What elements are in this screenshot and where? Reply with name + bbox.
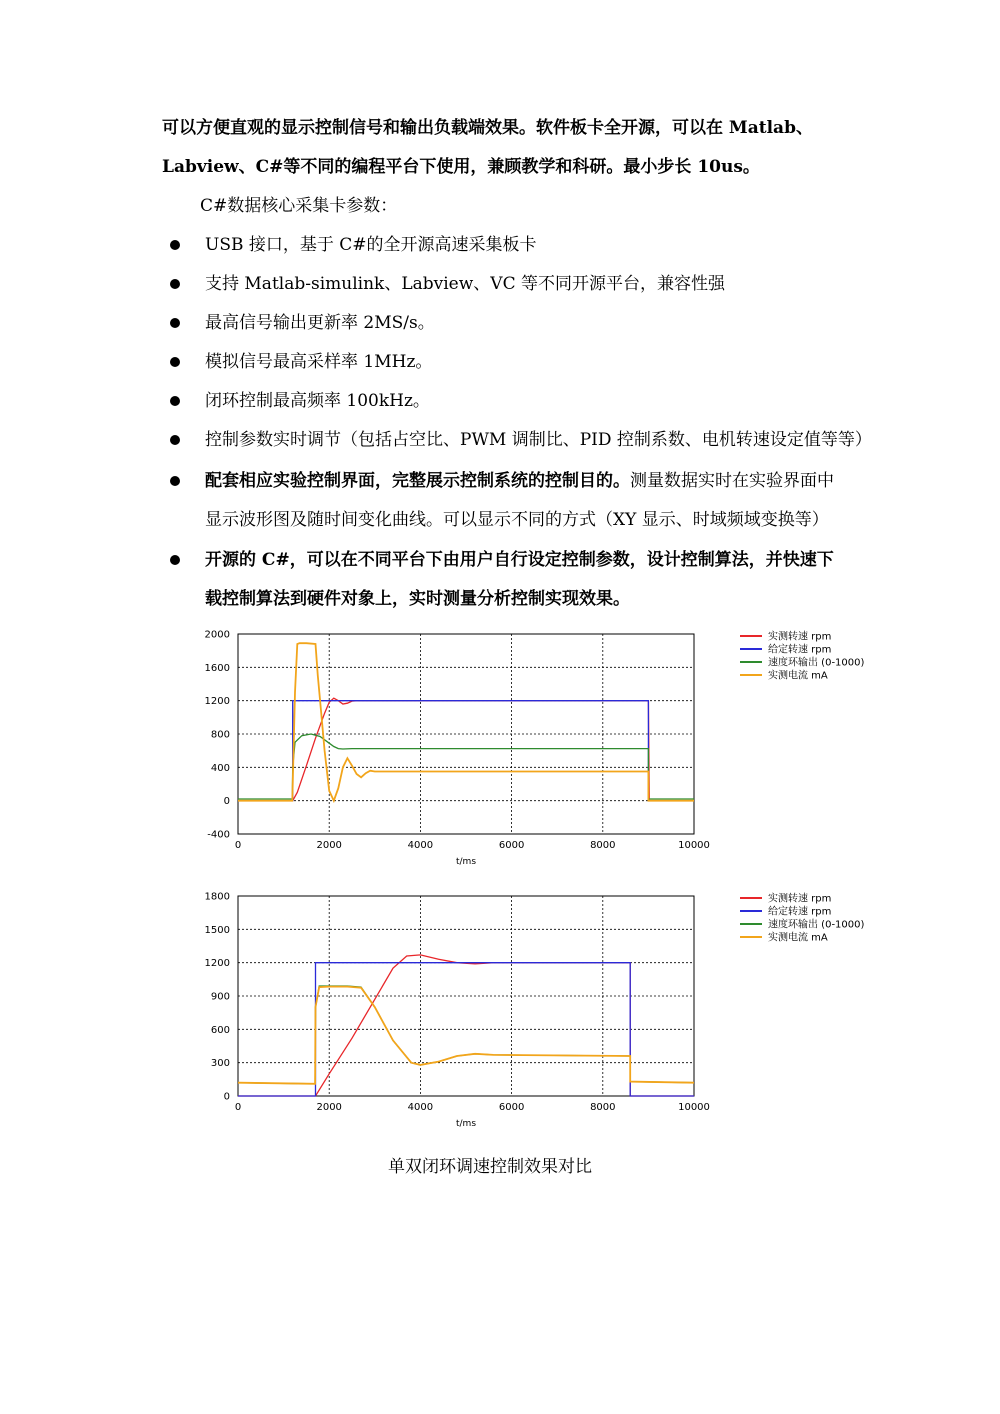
y-tick-label: 1800 xyxy=(204,891,230,903)
x-tick-label: 6000 xyxy=(498,840,525,851)
intro-line-1: 可以方便直观的显示控制信号和输出负载端效果。软件板卡全开源，可以在 Matlab、 xyxy=(162,118,813,138)
legend-label: 实测转速 rpm xyxy=(768,893,832,905)
double-loop-chart xyxy=(180,884,900,1129)
bullet-dot-icon xyxy=(170,240,180,250)
bullet-item: 闭环控制最高频率 100kHz。 xyxy=(205,391,430,411)
bullet-item: 开源的 C#，可以在不同平台下由用户自行设定控制参数，设计控制算法，并快速下 xyxy=(205,550,834,570)
y-tick-label: 300 xyxy=(210,1058,230,1070)
params-heading: C#数据核心采集卡参数： xyxy=(200,196,398,216)
bullet-dot-icon xyxy=(170,357,180,367)
x-tick-label: 0 xyxy=(234,1102,242,1113)
figure-caption: 单双闭环调速控制效果对比 xyxy=(388,1157,592,1177)
legend-label: 实测电流 mA xyxy=(768,932,828,944)
y-tick-label: 1200 xyxy=(204,696,230,708)
bullet-item: 支持 Matlab-simulink、Labview、VC 等不同开源平台，兼容性强 xyxy=(205,274,725,294)
bullet-item-continuation: 载控制算法到硬件对象上，实时测量分析控制实现效果。 xyxy=(205,589,630,609)
x-axis-label: t/ms xyxy=(455,1119,477,1129)
bullet-dot-icon xyxy=(170,555,180,565)
bullet-item xyxy=(205,469,834,493)
y-tick-label: -400 xyxy=(207,829,230,841)
y-tick-label: 1200 xyxy=(204,958,230,970)
x-tick-label: 10000 xyxy=(678,1102,710,1113)
x-tick-label: 8000 xyxy=(590,1102,616,1113)
single-loop-chart xyxy=(180,622,900,867)
x-axis-label: t/ms xyxy=(455,857,477,867)
legend-label: 给定转速 rpm xyxy=(768,644,832,656)
x-tick-label: 6000 xyxy=(498,1102,525,1113)
intro-line-2: Labview、C#等不同的编程平台下使用，兼顾教学和科研。最小步长 10us。 xyxy=(162,157,760,177)
bullet-dot-icon xyxy=(170,318,180,328)
bullet-item: 控制参数实时调节（包括占空比、PWM 调制比、PID 控制系数、电机转速设定值等等） xyxy=(205,430,872,450)
legend-label: 给定转速 rpm xyxy=(768,906,832,918)
legend-label: 速度环输出 (0-1000) xyxy=(768,657,865,669)
y-tick-label: 800 xyxy=(210,729,230,741)
bullet-item-bold: 配套相应实验控制界面，完整展示控制系统的控制目的。 xyxy=(205,471,630,491)
x-tick-label: 4000 xyxy=(407,1102,434,1113)
y-tick-label: 400 xyxy=(210,762,230,774)
bullet-dot-icon xyxy=(170,476,180,486)
x-tick-label: 0 xyxy=(234,840,242,851)
x-tick-label: 2000 xyxy=(316,1102,342,1113)
bullet-dot-icon xyxy=(170,279,180,289)
bullet-item-continuation: 显示波形图及随时间变化曲线。可以显示不同的方式（XY 显示、时域频域变换等） xyxy=(205,510,829,530)
x-tick-label: 8000 xyxy=(590,840,616,851)
bullet-item: 最高信号输出更新率 2MS/s。 xyxy=(205,313,435,333)
x-tick-label: 10000 xyxy=(678,840,710,851)
legend-label: 实测电流 mA xyxy=(768,670,828,682)
legend-label: 实测转速 rpm xyxy=(768,631,832,643)
bullet-dot-icon xyxy=(170,396,180,406)
x-tick-label: 4000 xyxy=(407,840,434,851)
y-tick-label: 1600 xyxy=(204,662,230,674)
y-tick-label: 900 xyxy=(210,991,230,1003)
x-tick-label: 2000 xyxy=(316,840,342,851)
y-tick-label: 0 xyxy=(223,796,230,808)
bullet-dot-icon xyxy=(170,435,180,445)
y-tick-label: 0 xyxy=(223,1091,230,1103)
bullet-item: 模拟信号最高采样率 1MHz。 xyxy=(205,352,433,372)
y-tick-label: 2000 xyxy=(204,629,230,641)
bullet-item-rest: 测量数据实时在实验界面中 xyxy=(630,471,834,491)
y-tick-label: 600 xyxy=(210,1024,230,1036)
y-tick-label: 1500 xyxy=(204,924,230,936)
legend-label: 速度环输出 (0-1000) xyxy=(768,919,865,931)
bullet-item: USB 接口，基于 C#的全开源高速采集板卡 xyxy=(205,235,537,255)
